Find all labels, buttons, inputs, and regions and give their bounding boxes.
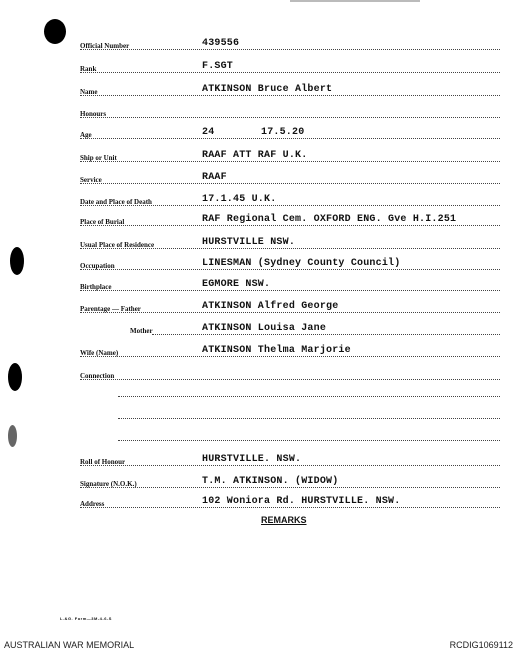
dotted-line [80,138,500,139]
row-date-place-death [80,192,500,208]
dotted-line [80,95,500,96]
dotted-line [80,183,500,184]
row-birthplace [80,277,500,293]
official-number-label: Official Number [80,42,130,50]
dotted-line [80,507,500,508]
ship-or-unit-label: Ship or Unit [80,154,117,162]
age-label: Age [80,131,92,139]
name-label: Name [80,88,98,96]
dotted-line [80,72,500,73]
punch-hole-faint [8,425,17,447]
rank-label: Rank [80,65,97,73]
rank-value: F.SGT [202,61,234,72]
row-name [80,82,500,98]
birth-date-value: 17.5.20 [261,127,305,138]
parentage-mother-label: Mother [130,327,153,335]
roll-of-honour-value: HURSTVILLE. NSW. [202,454,302,465]
dotted-line [80,269,500,270]
dotted-line [152,334,500,335]
birthplace-label: Birthplace [80,283,112,291]
row-parentage-mother [80,321,500,337]
dotted-line [80,356,500,357]
address-label: Address [80,500,105,508]
dotted-line [80,312,500,313]
signature-nok-value: T.M. ATKINSON. (WIDOW) [202,476,339,487]
punch-hole-lower [8,363,22,391]
row-occupation [80,256,500,272]
service-value: RAAF [202,172,227,183]
printer-imprint: L.&G. Form—3M-4-6-S [60,616,112,621]
connection-blank-line [118,440,500,441]
row-parentage-father [80,299,500,315]
roll-of-honour-label: Roll of Honour [80,458,126,466]
address-value: 102 Woniora Rd. HURSTVILLE. NSW. [202,496,401,507]
punch-hole-middle [10,247,24,275]
occupation-value: LINESMAN (Sydney County Council) [202,258,401,269]
parentage-father-value: ATKINSON Alfred George [202,301,339,312]
connection-label: Connection [80,372,115,380]
row-age [80,125,500,141]
signature-nok-label: Signature (N.O.K.) [80,480,137,488]
dotted-line [80,49,500,50]
row-roll-of-honour [80,452,500,468]
occupation-label: Occupation [80,262,115,270]
usual-residence-label: Usual Place of Residence [80,241,155,249]
wife-label: Wife (Name) [80,349,119,357]
footer-archive-name: AUSTRALIAN WAR MEMORIAL [4,640,135,650]
row-usual-residence [80,235,500,251]
row-place-burial [80,212,500,228]
ship-or-unit-value: RAAF ATT RAF U.K. [202,150,308,161]
top-edge-mark [290,0,420,12]
dotted-line [80,248,500,249]
dotted-line [80,205,500,206]
parentage-father-label: Parentage — Father [80,305,141,313]
connection-blank-line [118,396,500,397]
service-label: Service [80,176,102,184]
wife-value: ATKINSON Thelma Marjorie [202,345,351,356]
dotted-line [80,117,500,118]
usual-residence-value: HURSTVILLE NSW. [202,237,296,248]
dotted-line [80,161,500,162]
age-value: 24 [202,127,215,138]
row-official-number [80,36,500,52]
date-place-death-value: 17.1.45 U.K. [202,194,277,205]
row-address [80,494,500,510]
dotted-line [80,379,500,380]
parentage-mother-value: ATKINSON Louisa Jane [202,323,327,334]
name-value: ATKINSON Bruce Albert [202,84,333,95]
dotted-line [80,487,500,488]
dotted-line [80,290,500,291]
row-honours [80,104,500,120]
dotted-line [80,465,500,466]
row-rank [80,59,500,75]
place-burial-value: RAF Regional Cem. OXFORD ENG. Gve H.I.251 [202,214,457,225]
dotted-line [80,225,500,226]
place-burial-label: Place of Burial [80,218,125,226]
honours-label: Honours [80,110,107,118]
connection-blank-line [118,418,500,419]
official-number-value: 439556 [202,38,240,49]
remarks-heading: REMARKS [261,515,307,525]
row-service [80,170,500,186]
birthplace-value: EGMORE NSW. [202,279,271,290]
footer-record-id: RCDIG1069112 [449,640,513,650]
row-signature-nok [80,474,500,490]
row-wife [80,343,500,359]
row-ship-or-unit [80,148,500,164]
date-place-death-label: Date and Place of Death [80,198,152,206]
punch-hole-top [44,19,66,44]
row-connection [80,366,500,382]
